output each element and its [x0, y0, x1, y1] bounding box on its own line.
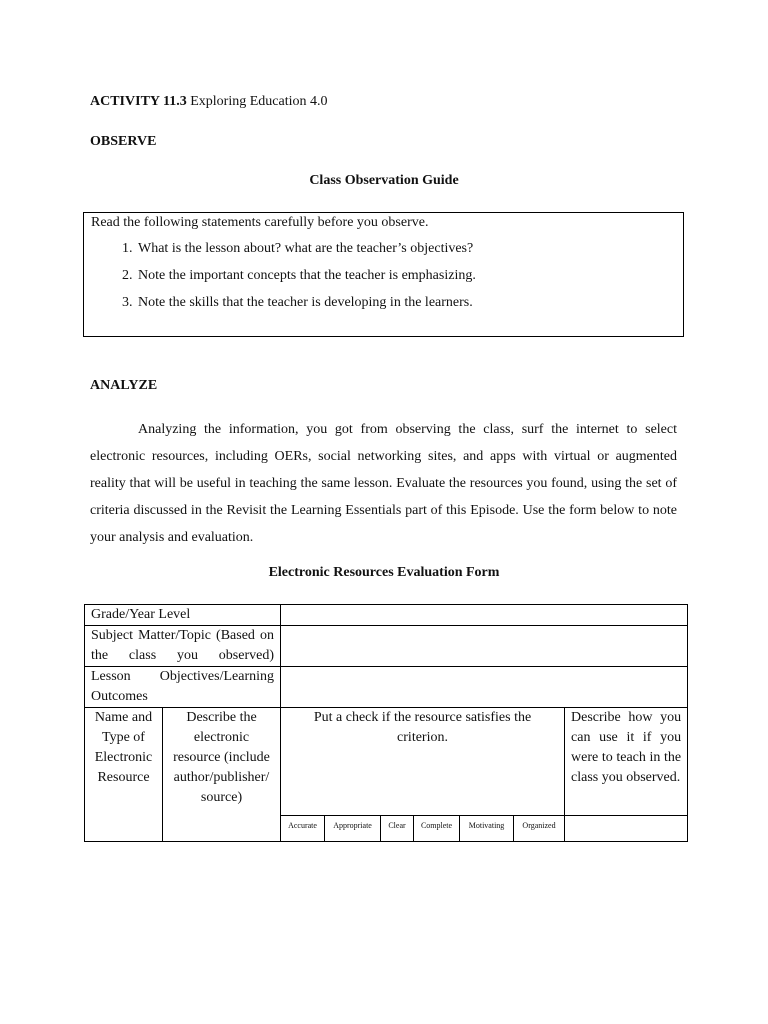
criterion-motivating: Motivating — [460, 816, 514, 842]
subject-value-cell[interactable] — [281, 626, 688, 667]
how-empty-cell[interactable] — [565, 816, 688, 842]
subject-row — [85, 626, 688, 667]
guide-item: 3. Note the skills that the teacher is developing in the learners. — [136, 289, 476, 316]
activity-heading — [90, 94, 328, 110]
objectives-value-cell[interactable] — [281, 667, 688, 708]
criterion-complete: Complete — [414, 816, 460, 842]
form-title: Electronic Resources Evaluation Form — [268, 565, 500, 580]
observation-guide-box — [83, 212, 684, 337]
grade-row — [85, 605, 688, 626]
objectives-label: Lesson Objectives/Learning Outcomes — [85, 667, 281, 708]
objectives-row — [85, 667, 688, 708]
subject-label: Subject Matter/Topic (Based on the class you observed) — [85, 626, 281, 667]
guide-title: Class Observation Guide — [309, 173, 459, 188]
criterion-clear: Clear — [381, 816, 414, 842]
analyze-heading: ANALYZE — [90, 378, 158, 393]
criterion-organized: Organized — [514, 816, 565, 842]
guide-list — [84, 235, 476, 316]
grade-value-cell[interactable] — [281, 605, 688, 626]
col-name-header: Name and Type of Electronic Resource — [85, 708, 163, 842]
activity-label: ACTIVITY 11.3 — [90, 94, 187, 109]
evaluation-form-table — [84, 604, 688, 842]
criterion-accurate: Accurate — [281, 816, 325, 842]
header-row — [85, 708, 688, 816]
guide-intro: Read the following statements carefully before you observe. — [91, 215, 429, 230]
col-check-header: Put a check if the resource satisfies the criterion. — [281, 708, 565, 816]
analyze-paragraph: Analyzing the information, you got from observing the class, surf the internet to select electronic resources, including OERs, social networking sites, and apps with virtual or augmented reality that will be useful in teaching the same lesson. Evaluate the resources you found, using the set of criteria discussed in the Revisit the Learning Essentials part of this Episode. Use the form below to note your analysis and evaluation. — [90, 422, 677, 545]
guide-item: 2. Note the important concepts that the teacher is emphasizing. — [136, 262, 476, 289]
guide-item: 1. What is the lesson about? what are the teacher’s objectives? — [136, 235, 476, 262]
observe-heading: OBSERVE — [90, 134, 157, 149]
criterion-appropriate: Appropriate — [325, 816, 381, 842]
grade-label: Grade/Year Level — [85, 605, 281, 626]
col-how-header: Describe how you can use it if you were to teach in the class you observed. — [565, 708, 688, 816]
activity-title: Exploring Education 4.0 — [186, 94, 328, 109]
col-describe-header: Describe the electronic resource (include author/publisher/ source) — [163, 708, 281, 842]
